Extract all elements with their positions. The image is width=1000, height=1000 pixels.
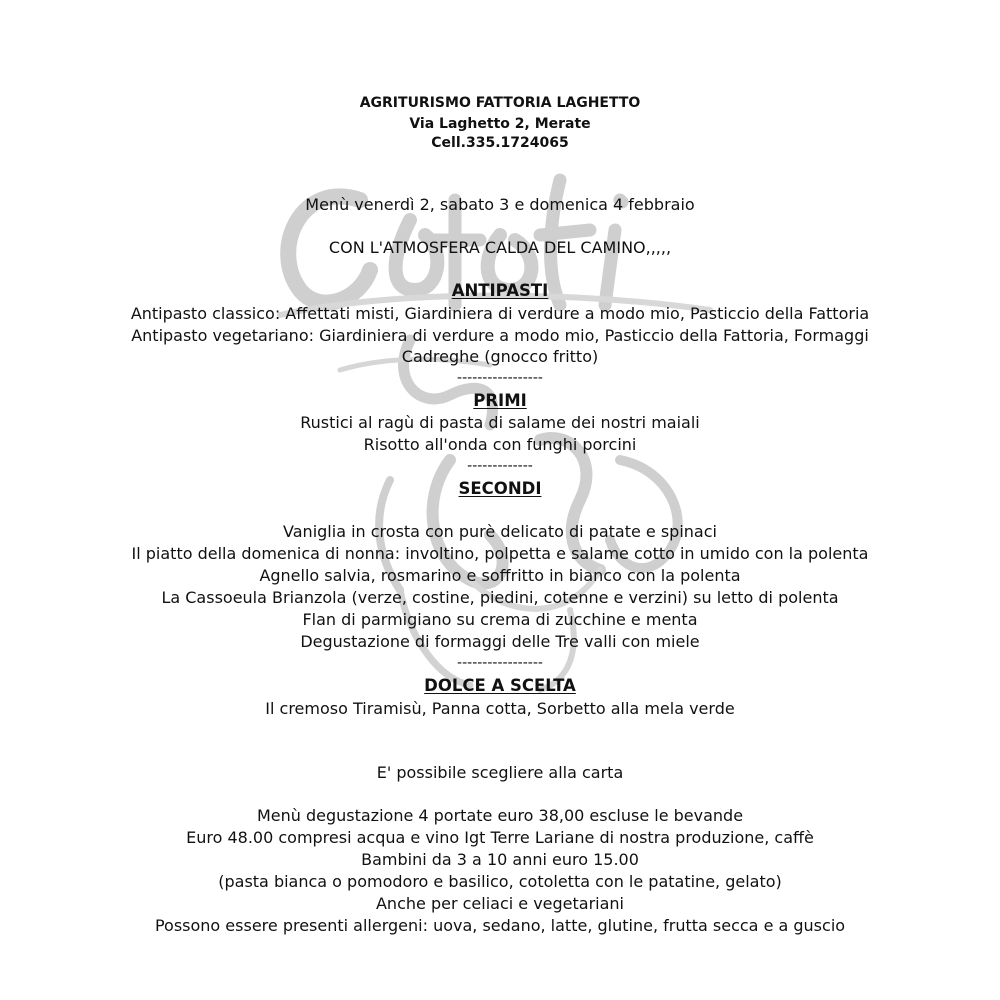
separator: ----------------- bbox=[457, 370, 543, 386]
separator: ------------- bbox=[467, 458, 533, 474]
section-title-dolce: DOLCE A SCELTA bbox=[424, 676, 576, 695]
footer-line: (pasta bianca o pomodoro e basilico, cotoletta con le patatine, gelato) bbox=[218, 872, 782, 891]
secondi-item: Agnello salvia, rosmarino e soffritto in bianco con la polenta bbox=[259, 566, 741, 585]
alla-carta-note: E' possibile scegliere alla carta bbox=[376, 763, 624, 782]
primi-item: Rustici al ragù di pasta di salame dei nostri maiali bbox=[300, 413, 700, 432]
dolce-item: Il cremoso Tiramisù, Panna cotta, Sorbetto alla mela verde bbox=[265, 699, 735, 718]
section-title-primi: PRIMI bbox=[473, 391, 527, 410]
primi-item: Risotto all'onda con funghi porcini bbox=[363, 435, 637, 454]
antipasti-item: Antipasto classico: Affettati misti, Giardiniera di verdure a modo mio, Pasticcio della Fattoria bbox=[130, 304, 870, 323]
secondi-item: Il piatto della domenica di nonna: involtino, polpetta e salame cotto in umido con la polenta bbox=[131, 544, 869, 563]
secondi-item: Flan di parmigiano su crema di zucchine e menta bbox=[302, 610, 698, 629]
secondi-item: Vaniglia in crosta con purè delicato di patate e spinaci bbox=[283, 522, 717, 541]
menu-dates: Menù venerdì 2, sabato 3 e domenica 4 febbraio bbox=[305, 195, 695, 214]
footer-line: Bambini da 3 a 10 anni euro 15.00 bbox=[361, 850, 639, 869]
farm-name: AGRITURISMO FATTORIA LAGHETTO bbox=[359, 95, 641, 111]
farm-address: Via Laghetto 2, Merate bbox=[409, 116, 591, 132]
farm-phone: Cell.335.1724065 bbox=[431, 135, 569, 151]
section-title-secondi: SECONDI bbox=[458, 479, 542, 498]
antipasti-item: Antipasto vegetariano: Giardiniera di verdure a modo mio, Pasticcio della Fattoria, Formaggi bbox=[131, 326, 869, 345]
antipasti-item: Cadreghe (gnocco fritto) bbox=[401, 347, 599, 366]
secondi-item: La Cassoeula Brianzola (verze, costine, piedini, cotenne e verzini) su letto di polenta bbox=[161, 588, 839, 607]
secondi-item: Degustazione di formaggi delle Tre valli con miele bbox=[300, 632, 700, 651]
footer-line: Menù degustazione 4 portate euro 38,00 escluse le bevande bbox=[256, 806, 744, 825]
menu-tagline: CON L'ATMOSFERA CALDA DEL CAMINO,,,,, bbox=[328, 238, 672, 257]
separator: ----------------- bbox=[457, 655, 543, 671]
footer-line: Euro 48.00 compresi acqua e vino Igt Terre Lariane di nostra produzione, caffè bbox=[186, 828, 814, 847]
allergen-note: Possono essere presenti allergeni: uova, sedano, latte, glutine, frutta secca e a guscio bbox=[154, 916, 846, 935]
footer-line: Anche per celiaci e vegetariani bbox=[375, 894, 624, 913]
section-title-antipasti: ANTIPASTI bbox=[451, 281, 549, 300]
